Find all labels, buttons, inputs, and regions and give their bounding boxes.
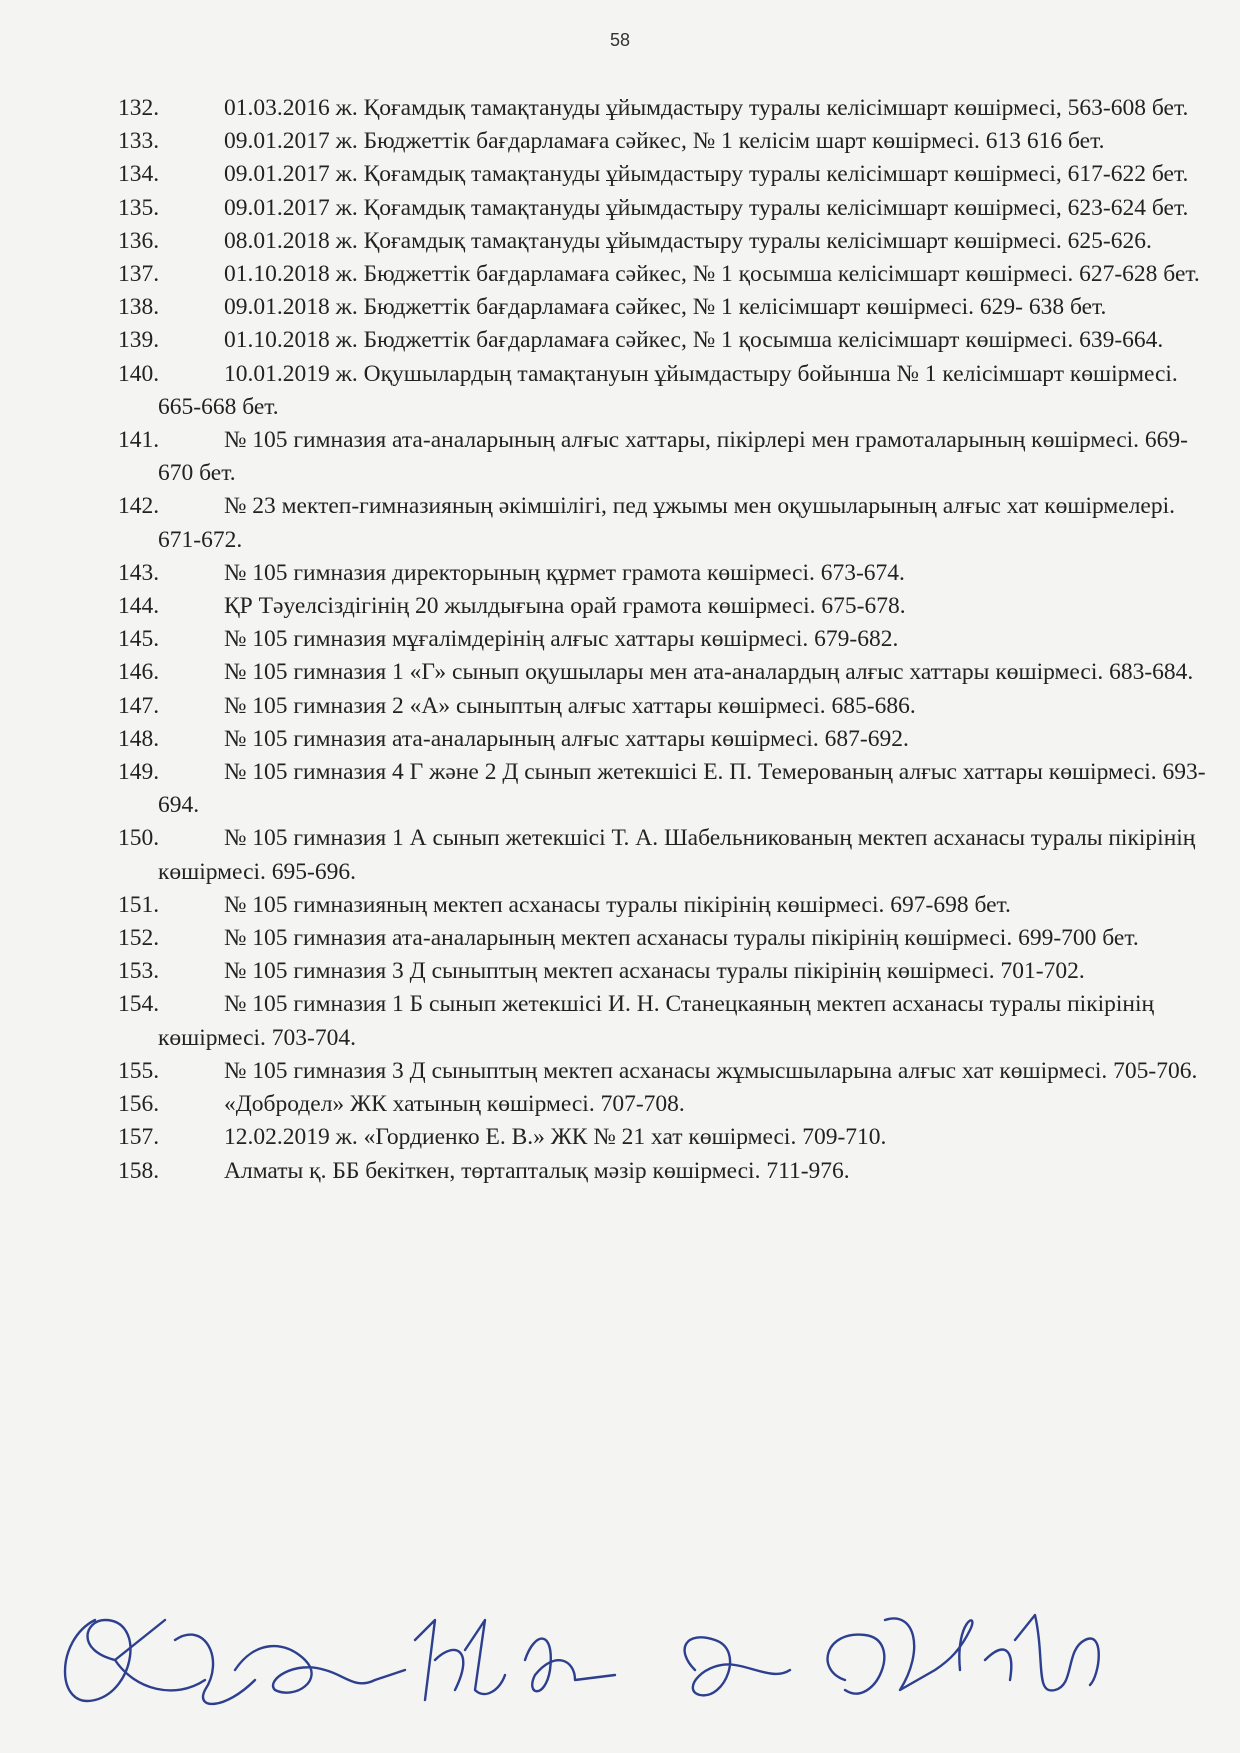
item-text [118,1088,1213,1121]
item-number: 150. [118,825,160,852]
item-number: 157. [118,1124,160,1151]
signature-3 [415,1620,505,1700]
list-item [118,922,1213,955]
signature-6 [828,1618,973,1693]
item-text-content: № 105 гимназия 3 Д сыныптың мектеп асханасы туралы пікірінің көшірмесі. 701-702. [224,958,1085,985]
item-text-content: № 105 гимназия директорының құрмет грамота көшірмесі. 673-674. [224,559,905,586]
item-text [118,358,1213,424]
item-text [118,557,1213,590]
signature-7 [985,1615,1099,1690]
item-number: 156. [118,1091,160,1118]
signatures-area [55,1580,1185,1730]
list-item [118,92,1213,125]
item-number: 154. [118,991,160,1018]
item-text [118,324,1213,357]
item-text [118,158,1213,191]
item-text-content: № 105 гимназия ата-аналарының алғыс хаттары, пікірлері мен грамоталарының көшірмесі. 669-670 бет. [158,427,1189,487]
item-number: 137. [118,261,160,288]
item-text [118,656,1213,689]
item-text-content: 08.01.2018 ж. Қоғамдық тамақтануды ұйымдастыру туралы келісімшарт көшірмесі. 625-626. [224,227,1152,254]
item-number: 155. [118,1057,160,1084]
list-item [118,590,1213,623]
item-number: 138. [118,294,160,321]
item-text-content: «Добродел» ЖК хатының көшірмесі. 707-708. [224,1091,685,1118]
item-number: 135. [118,194,160,221]
item-text-content: № 105 гимназия ата-аналарының алғыс хаттары көшірмесі. 687-692. [224,725,909,752]
list-item [118,1088,1213,1121]
item-text-content: 01.10.2018 ж. Бюджеттік бағдарламаға сәйкес, № 1 қосымша келісімшарт көшірмесі. 627-628 бет. [224,261,1200,288]
item-number: 146. [118,659,160,686]
item-text-content: 09.01.2018 ж. Бюджеттік бағдарламаға сәйкес, № 1 келісімшарт көшірмесі. 629- 638 бет. [224,294,1107,321]
item-number: 149. [118,759,160,786]
item-text [118,690,1213,723]
page-number: 58 [609,30,631,50]
list-item [118,158,1213,191]
list-item [118,557,1213,590]
item-text [118,922,1213,955]
item-text [118,490,1213,556]
list-item [118,723,1213,756]
list-item [118,955,1213,988]
list-item [118,1155,1213,1188]
item-text-content: ҚР Тәуелсіздігінің 20 жылдығына орай грамота көшірмесі. 675-678. [224,593,906,620]
item-number: 139. [118,327,160,354]
item-text [118,756,1213,822]
item-text [118,988,1213,1054]
list-item [118,324,1213,357]
item-number: 140. [118,360,160,387]
signature-4 [525,1639,615,1692]
item-text-content: № 105 гимназия 1 А сынып жетекшісі Т. А. Шабельникованың мектеп асханасы туралы пікірінің көшірмесі. 695-696. [158,825,1196,885]
item-text [118,291,1213,324]
list-item [118,690,1213,723]
list-item [118,424,1213,490]
list-item [118,225,1213,258]
item-number: 151. [118,891,160,918]
item-text-content: № 105 гимназияның мектеп асханасы туралы пікірінің көшірмесі. 697-698 бет. [224,891,1011,918]
item-text [118,125,1213,158]
list-item [118,291,1213,324]
item-number: 152. [118,925,160,952]
item-text-content: 09.01.2017 ж. Қоғамдық тамақтануды ұйымдастыру туралы келісімшарт көшірмесі, 623-624 бет. [224,194,1189,221]
item-text-content: № 105 гимназия 3 Д сыныптың мектеп асханасы жұмысшыларына алғыс хат көшірмесі. 705-706. [224,1057,1198,1084]
item-text-content: 01.10.2018 ж. Бюджеттік бағдарламаға сәйкес, № 1 қосымша келісімшарт көшірмесі. 639-664. [224,327,1164,354]
item-number: 147. [118,692,160,719]
item-number: 133. [118,128,160,155]
item-text-content: 01.03.2016 ж. Қоғамдық тамақтануды ұйымдастыру туралы келісімшарт көшірмесі, 563-608 бет. [224,95,1189,121]
list-item [118,192,1213,225]
item-text [118,225,1213,258]
list-item [118,889,1213,922]
list-item [118,623,1213,656]
list-item [118,490,1213,556]
list-item [118,358,1213,424]
signature-1 [65,1620,255,1704]
item-text [118,955,1213,988]
list-item [118,1055,1213,1088]
item-number: 148. [118,725,160,752]
item-number: 158. [118,1157,160,1184]
item-text [118,1155,1213,1188]
item-number: 134. [118,161,160,188]
list-item [118,258,1213,291]
item-number: 132. [118,95,160,121]
item-text-content: 12.02.2019 ж. «Гордиенко Е. В.» ЖК № 21 хат көшірмесі. 709-710. [224,1124,887,1151]
item-text-content: № 23 мектеп-гимназияның әкімшілігі, пед ұжымы мен оқушыларының алғыс хат көшірмелері. 671-672. [158,493,1176,553]
document-list [118,92,1213,1188]
item-text [118,424,1213,490]
item-text [118,192,1213,225]
list-item [118,656,1213,689]
list-item [118,756,1213,822]
item-number: 153. [118,958,160,985]
item-text-content: № 105 гимназия ата-аналарының мектеп асханасы туралы пікірінің көшірмесі. 699-700 бет. [224,925,1139,952]
list-item [118,1121,1213,1154]
list-item [118,125,1213,158]
item-text-content: 09.01.2017 ж. Бюджеттік бағдарламаға сәйкес, № 1 келісім шарт көшірмесі. 613 616 бет. [224,128,1105,155]
item-text-content: № 105 гимназия 1 «Г» сынып оқушылары мен ата-аналардың алғыс хаттары көшірмесі. 683-684. [224,659,1194,686]
item-text-content: № 105 гимназия 2 «А» сыныптың алғыс хаттары көшірмесі. 685-686. [224,692,916,719]
item-text-content: № 105 гимназия 1 Б сынып жетекшісі И. Н. Станецкаяның мектеп асханасы туралы пікірінің көшірмесі. 703-704. [158,991,1155,1051]
item-text [118,889,1213,922]
signature-2 [235,1646,405,1693]
item-number: 142. [118,493,160,520]
item-number: 144. [118,593,160,620]
item-text [118,92,1213,125]
item-number: 145. [118,626,160,653]
item-text [118,623,1213,656]
item-text [118,1055,1213,1088]
item-text [118,822,1213,888]
item-number: 136. [118,227,160,254]
item-text [118,590,1213,623]
item-text [118,258,1213,291]
item-text-content: № 105 гимназия 4 Г және 2 Д сынып жетекшісі Е. П. Темерованың алғыс хаттары көшірмесі. 693-694. [158,759,1206,819]
item-text [118,723,1213,756]
item-text-content: Алматы қ. ББ бекіткен, төртапталық мәзір көшірмесі. 711-976. [224,1157,850,1184]
item-text-content: 09.01.2017 ж. Қоғамдық тамақтануды ұйымдастыру туралы келісімшарт көшірмесі, 617-622 бет. [224,161,1189,188]
list-item [118,822,1213,888]
item-number: 143. [118,559,160,586]
item-text [118,1121,1213,1154]
item-text-content: 10.01.2019 ж. Оқушылардың тамақтануын ұйымдастыру бойынша № 1 келісімшарт көшірмесі. 665-668 бет. [158,360,1178,420]
item-text-content: № 105 гимназия мұғалімдерінің алғыс хаттары көшірмесі. 679-682. [224,626,899,653]
list-item [118,988,1213,1054]
signature-5 [685,1637,790,1695]
item-number: 141. [118,427,160,454]
